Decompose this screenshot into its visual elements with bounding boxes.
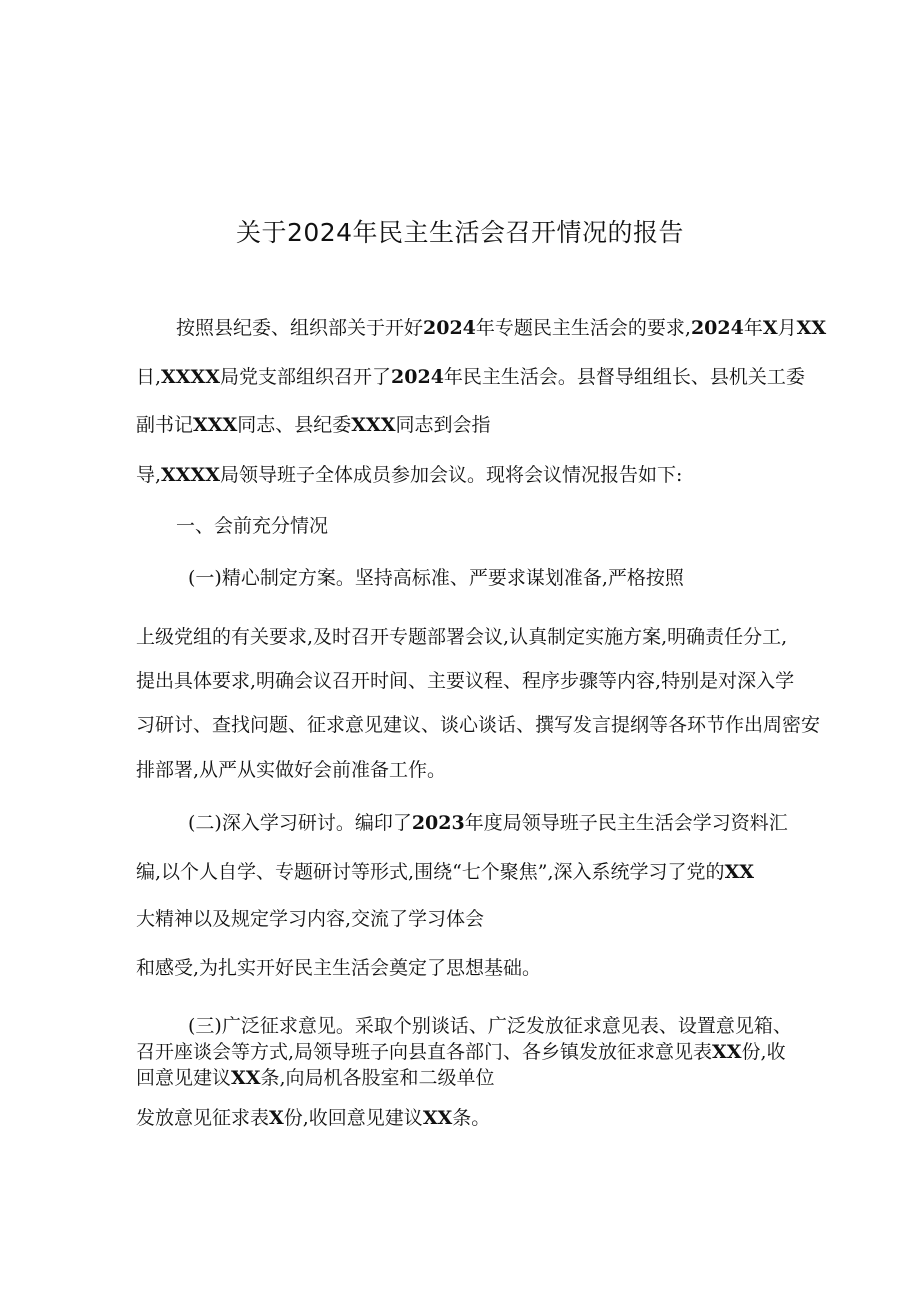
text: 年专题民主生活会的要求, (475, 317, 691, 339)
year-number: 2024 (690, 317, 744, 339)
text: 月 (777, 317, 797, 339)
text: 年度局领导班子民主生活会学习资料汇 (464, 812, 788, 834)
text: 日, (136, 366, 162, 388)
text: 导, (136, 464, 162, 486)
item2-line-2 (136, 859, 754, 885)
item3-line-3 (136, 1065, 495, 1091)
month-placeholder: X (762, 317, 778, 339)
intro-line-1 (176, 315, 826, 341)
item2-line-4: 和感受,为扎实开好民主生活会奠定了思想基础。 (136, 957, 542, 979)
text: 份,收 (741, 1041, 786, 1063)
item1-line-5: 排部署,从严从实做好会前准备工作。 (136, 759, 447, 781)
count-placeholder: XX (231, 1067, 261, 1089)
text: 份,收回意见建议 (283, 1107, 423, 1129)
item1-line-1: (一)精心制定方案。坚持高标准、严要求谋划准备,严格按照 (188, 567, 684, 589)
text: 局党支部组织召开了 (220, 366, 392, 388)
intro-line-3 (136, 412, 491, 438)
congress-placeholder: XX (724, 861, 755, 883)
year-number: 2023 (411, 812, 465, 834)
intro-line-4 (136, 462, 682, 488)
name-placeholder: XXX (351, 414, 396, 436)
year-number: 2024 (423, 317, 476, 339)
name-placeholder: XXX (193, 414, 238, 436)
year-number: 2024 (391, 366, 444, 388)
text: 同志到会指 (395, 414, 491, 436)
text: 副书记 (136, 414, 194, 436)
text: 召开座谈会等方式,局领导班子向县直各部门、各乡镇发放征求意见表 (136, 1041, 713, 1063)
text: 编,以个人自学、专题研讨等形式,围绕“七个聚焦”,深入系统学习了党的 (136, 861, 725, 883)
item1-line-2: 上级党组的有关要求,及时召开专题部署会议,认真制定实施方案,明确责任分工, (136, 626, 788, 648)
count-placeholder: X (269, 1107, 284, 1129)
item1-line-3: 提出具体要求,明确会议召开时间、主要议程、程序步骤等内容,特别是对深入学 (136, 670, 795, 692)
org-placeholder: XXXX (161, 464, 221, 486)
org-placeholder: XXXX (161, 366, 221, 388)
count-placeholder: XX (422, 1107, 453, 1129)
count-placeholder: XX (712, 1041, 742, 1063)
text: (二)深入学习研讨。编印了 (188, 812, 412, 834)
text: 局领导班子全体成员参加会议。现将会议情况报告如下: (220, 464, 683, 486)
text: 条。 (452, 1107, 491, 1129)
text: 同志、县纪委 (237, 414, 352, 436)
text: 发放意见征求表 (136, 1107, 270, 1129)
item3-line-2 (136, 1039, 786, 1065)
item1-line-4: 习研讨、查找问题、征求意见建议、谈心谈话、撰写发言提纲等各环节作出周密安 (136, 714, 821, 736)
item3-line-1: (三)广泛征求意见。采取个别谈话、广泛发放征求意见表、设置意见箱、 (188, 1015, 792, 1037)
text: 条,向局机各股室和二级单位 (260, 1067, 495, 1089)
item3-line-4 (136, 1105, 490, 1131)
text: 回意见建议 (136, 1067, 232, 1089)
item2-line-1 (188, 810, 788, 836)
day-placeholder: XX (796, 317, 827, 339)
intro-line-2 (136, 364, 805, 390)
section-heading: 一、会前充分情况 (176, 515, 329, 537)
item2-line-3: 大精神以及规定学习内容,交流了学习体会 (136, 908, 485, 930)
page-title: 关于2024年民主生活会召开情况的报告 (235, 218, 685, 247)
text: 按照县纪委、组织部关于开好 (176, 317, 424, 339)
text: 年民主生活会。县督导组组长、县机关工委 (443, 366, 805, 388)
text: 年 (743, 317, 763, 339)
